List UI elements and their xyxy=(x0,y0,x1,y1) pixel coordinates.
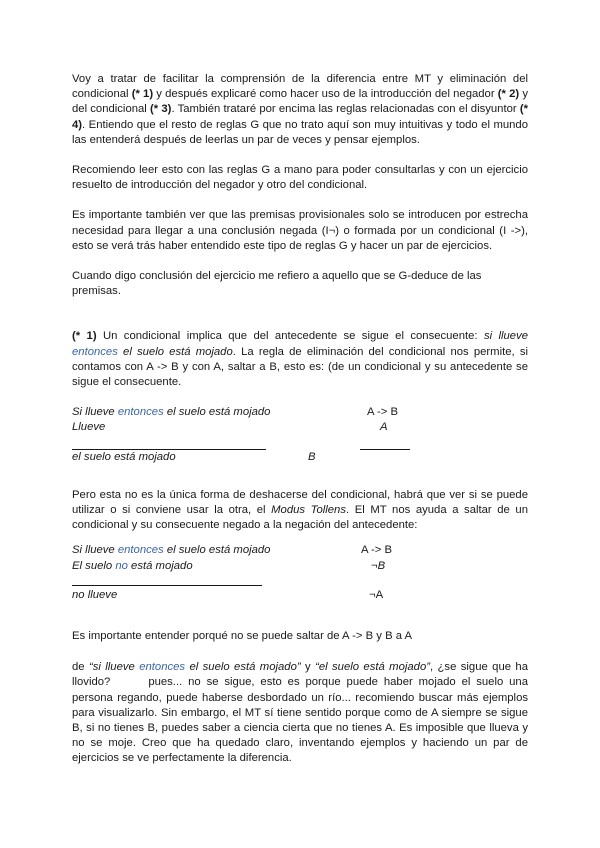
section-marker-1: (* 1) xyxy=(72,330,97,343)
quoted-text: “si llueve xyxy=(88,661,140,674)
proof-modus-ponens xyxy=(72,406,528,466)
proof-formula: B xyxy=(308,450,316,463)
proof-formula: A -> B xyxy=(367,406,399,419)
intro-paragraph xyxy=(72,72,528,148)
footnote-marker-3: (* 3) xyxy=(150,103,172,116)
divider-line xyxy=(72,449,266,450)
document-page xyxy=(72,70,528,767)
proof-separator xyxy=(72,437,528,451)
highlight-entonces: entonces xyxy=(117,406,164,419)
divider-line xyxy=(72,585,262,586)
proof-line-1 xyxy=(72,406,528,421)
note-paragraph: Es importante entender porqué no se puede saltar de A -> B y B a A xyxy=(72,629,413,642)
proof-modus-tollens xyxy=(72,544,528,604)
proof-text: Si llueve xyxy=(72,544,118,557)
section-text: Un condicional implica que del antecedente se sigue el consecuente: xyxy=(96,330,484,343)
proof-sentence xyxy=(72,406,270,418)
mt-text: Pero esta no es la única forma de deshacerse del condicional, habrá que ver si se puede utilizar o si conviene usar la otra, el xyxy=(72,488,528,517)
final-paragraph xyxy=(72,660,528,766)
premises-paragraph: Es importante también ver que las premisas provisionales solo se introducen por estrecha necesidad para llegar a una conclusión negada (I¬) o formada por un condicional (I ->), esto se verá trás haber entendido este tipo de reglas G y hacer un par de ejercicios. xyxy=(72,209,528,252)
highlight-entonces: entonces xyxy=(139,661,186,674)
proof-separator xyxy=(72,575,528,589)
intro-text: y del condicional xyxy=(72,88,529,116)
proof-formula: A xyxy=(380,421,388,434)
proof-text: el suelo está mojado xyxy=(163,544,271,557)
quoted-text: el suelo está mojado” xyxy=(185,661,301,674)
proof-line-2 xyxy=(72,421,528,436)
proof-formula: ¬B xyxy=(371,559,386,572)
proof-formula: A -> B xyxy=(361,544,393,557)
proof-conclusion xyxy=(72,451,528,466)
mt-text: . El MT nos ayuda a saltar de un condicional y su consecuente negado a la negación del antecedente: xyxy=(72,504,528,532)
highlight-entonces: entonces xyxy=(72,345,118,358)
proof-line-2 xyxy=(72,560,528,575)
modus-tollens-term: Modus Tollens xyxy=(271,504,346,517)
footnote-marker-1: (* 1) xyxy=(131,88,154,101)
final-text: y xyxy=(300,661,316,674)
proof-formula: ¬A xyxy=(369,588,384,601)
divider-line xyxy=(360,449,410,450)
footnote-marker-4: (* 4) xyxy=(72,103,528,131)
proof-text: el suelo está mojado xyxy=(72,450,176,463)
final-text: de xyxy=(72,661,89,674)
intro-text: . También trataré por encima las reglas relacionadas con el disyuntor xyxy=(171,103,520,116)
footnote-marker-2: (* 2) xyxy=(497,88,520,101)
proof-conclusion xyxy=(72,589,528,604)
modus-tollens-paragraph xyxy=(72,488,528,534)
highlight-no: no xyxy=(115,559,128,572)
intro-text: y después explicaré como hacer uso de la introducción del negador xyxy=(153,88,498,101)
example-text: el suelo está mojado xyxy=(117,345,233,358)
conclusion-definition-paragraph: Cuando digo conclusión del ejercicio me refiero a aquello que se G-deduce de las premisas. xyxy=(72,270,482,298)
proof-text: Llueve xyxy=(72,421,106,434)
final-text: , ¿se sigue que ha llovido? xyxy=(72,661,528,689)
quoted-text: “el suelo está mojado” xyxy=(315,661,430,674)
proof-text: Si llueve xyxy=(72,406,118,419)
recommendation-paragraph: Recomiendo leer esto con las reglas G a mano para poder consultarlas y con un ejercicio resuelto de introducción del negador y otro del condicional. xyxy=(72,164,528,192)
section-1-paragraph xyxy=(72,329,528,390)
final-question xyxy=(72,660,528,766)
proof-text: está mojado xyxy=(127,559,193,572)
example-text: si llueve xyxy=(483,330,529,343)
proof-text: El suelo xyxy=(72,559,116,572)
section-text: . La regla de eliminación del condicional nos permite, si contamos con A -> B y con A, saltar a B, esto es: (de un condicional y su antecedente se sigue el consecuente. xyxy=(72,345,528,389)
proof-text: no llueve xyxy=(72,588,118,601)
final-text: pues... no se sigue, esto es porque puede haber mojado el suelo una persona regando, puede haberse desbordado un río... recomiendo buscar más ejemplos para visualizarlo. Sin embargo, el MT sí tiene sentido porque como de A siempre se sigue B, si no tienes B, puedes saber a ciencia cierta que no tienes A. Es imposible que llueva y no se moje. Creo que ha quedado claro, inventando ejemplos y haciendo un par de ejercicios se ve perfectamente la diferencia. xyxy=(72,676,528,765)
proof-text: el suelo está mojado xyxy=(163,406,271,419)
highlight-entonces: entonces xyxy=(117,544,164,557)
intro-text: Voy a tratar de facilitar la comprensión de la diferencia entre MT y eliminación del condicional xyxy=(72,73,528,101)
intro-text: . Entiendo que el resto de reglas G que no trato aquí son muy intuitivas y todo el mundo las entenderá después de leerlas un par de veces y pensar ejemplos. xyxy=(72,118,528,146)
proof-line-1 xyxy=(72,544,528,559)
